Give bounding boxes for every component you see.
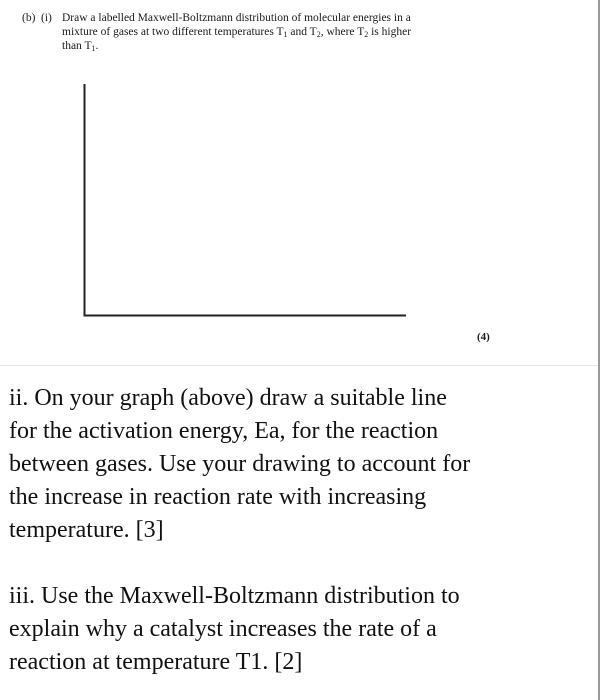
question-ii-line: temperature. [3] (9, 517, 164, 543)
question-b-line-1: Draw a labelled Maxwell-Boltzmann distribution of molecular energies in a (62, 12, 411, 24)
sub-label: (i) (41, 12, 52, 24)
subscript: 1 (283, 30, 288, 39)
part-label: (b) (22, 12, 36, 24)
text-segment: and T (287, 26, 317, 38)
question-iii-line: explain why a catalyst increases the rate of a (9, 616, 437, 642)
marks-label: (4) (477, 331, 490, 343)
question-iii-line: reaction at temperature T1. [2] (9, 649, 303, 675)
text-segment: , where T (320, 26, 365, 38)
section-divider (0, 365, 600, 366)
subscript: 2 (316, 30, 321, 39)
text-segment: mixture of gases at two different temperatures T (62, 26, 284, 38)
question-ii-line: ii. On your graph (above) draw a suitable line (9, 385, 447, 411)
text-segment: than T (62, 40, 92, 52)
subscript: 2 (364, 30, 369, 39)
text-segment: is higher (368, 26, 412, 38)
subscript: 1 (91, 44, 96, 53)
question-iii (9, 580, 594, 679)
question-iii-line: iii. Use the Maxwell-Boltzmann distribution to (9, 583, 460, 609)
question-ii-line: the increase in reaction rate with increasing (9, 484, 427, 510)
text-segment: . (95, 40, 99, 52)
question-ii-line: for the activation energy, Ea, for the reaction (9, 418, 439, 444)
question-ii-line: between gases. Use your drawing to account for (9, 451, 471, 477)
question-ii (9, 382, 594, 547)
